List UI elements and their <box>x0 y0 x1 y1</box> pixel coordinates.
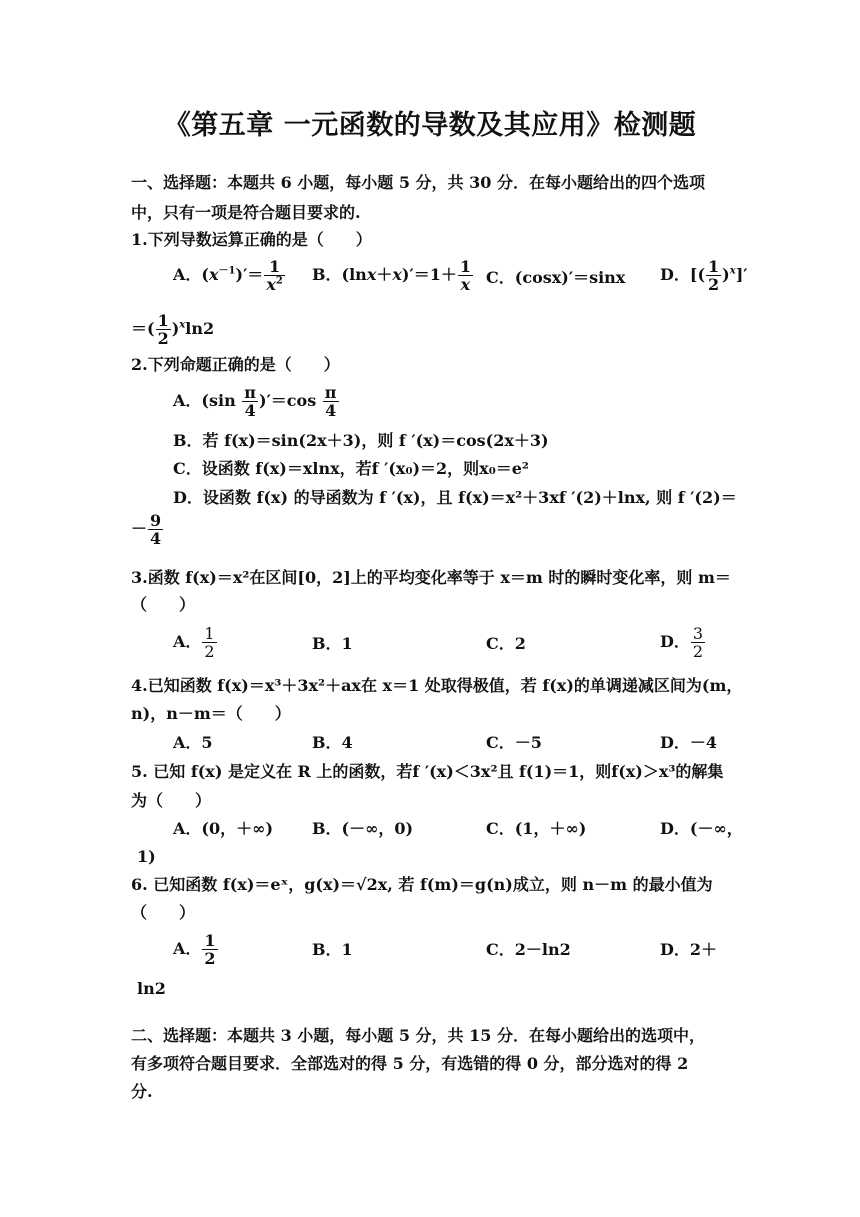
q4-stem-line2: n)，n－m＝（ ） <box>131 704 291 723</box>
q1-option-d-continued: ＝( $\frac{1}{2}$ )$^x$ln2 <box>131 311 215 348</box>
q6-stem-line1: 6. 已知函数 f(x)＝eˣ，g(x)＝√2x, 若 f(m)＝g(n)成立，则 n－m 的最小值为 <box>131 875 713 894</box>
section1-intro-line1: 一、选择题：本题共 6 小题，每小题 5 分，共 30 分．在每小题给出的四个选项 <box>131 173 705 192</box>
section2-intro-line2: 有多项符合题目要求．全部选对的得 5 分，有选错的得 0 分，部分选对的得 2 <box>131 1054 689 1073</box>
q2-option-c: C．设函数 f(x)＝xlnx，若f ′(x₀)＝2，则x₀＝e² <box>173 459 529 478</box>
q1-b-label: B． <box>312 265 342 284</box>
page-title: 《第五章 一元函数的导数及其应用》检测题 <box>163 110 697 141</box>
q2-a-fraction2: $\frac{\pi}{4}$ <box>324 383 337 420</box>
q4-stem-line1: 4.已知函数 f(x)＝x³＋3x²＋ax在 x＝1 处取得极值，若 f(x)的单调递减区间为(m， <box>131 676 743 695</box>
section2-intro-line1: 二、选择题：本题共 3 小题，每小题 5 分，共 15 分．在每小题给出的选项中， <box>131 1026 705 1045</box>
q1-c-text: (cosx)′＝sinx <box>514 268 626 287</box>
q2-option-d-continued: － $\frac{9}{4}$ <box>131 511 162 548</box>
q3-option-b: B．1 <box>312 634 353 653</box>
q1-d-label: D． <box>660 265 690 284</box>
q1-a-fraction: $\frac{1}{x^2}$ <box>266 257 283 294</box>
q1-d-fraction: $\frac{1}{2}$ <box>708 257 720 294</box>
q6-option-c: C．2－ln2 <box>486 940 571 959</box>
q6-option-d-continued: ln2 <box>137 979 166 998</box>
q6-option-b: B．1 <box>312 940 353 959</box>
q6-stem-line2: （ ） <box>131 903 196 922</box>
q5-option-c: C．(1，＋∞) <box>486 819 587 838</box>
q1-option-c <box>486 268 625 288</box>
q1-option-d: D．[( $\frac{1}{2}$ )$^x$]′ <box>660 257 748 294</box>
q3-option-c: C．2 <box>486 634 526 653</box>
q6-a-fraction: $\frac{1}{2}$ <box>204 931 216 968</box>
q5-option-a: A．(0，＋∞) <box>173 819 274 838</box>
q2-option-a: A．(sin $\frac{\pi}{4}$ )′＝cos $\frac{\pi}{4}$ <box>173 383 337 420</box>
q1-stem: 1.下列导数运算正确的是（ ） <box>131 230 372 249</box>
q4-option-d: D．－4 <box>660 733 718 752</box>
q2-option-b: B．若 f(x)＝sin(2x＋3)，则 f ′(x)＝cos(2x＋3) <box>173 431 549 450</box>
q1-a-label: A． <box>173 265 202 284</box>
q2-option-d: D．设函数 f(x) 的导函数为 f ′(x)，且 f(x)＝x²＋3xf ′(2)＋lnx, 则 f ′(2)＝ <box>173 488 737 507</box>
q6-option-d: D．2＋ <box>660 940 718 959</box>
section2-intro-line3: 分. <box>131 1082 153 1101</box>
q3-stem-line2: （ ） <box>131 595 196 614</box>
q3-option-a: A． $\frac{1}{2}$ <box>173 624 215 661</box>
q6-option-a: A． $\frac{1}{2}$ <box>173 931 216 968</box>
q1-d2-fraction: $\frac{1}{2}$ <box>157 311 169 348</box>
section1-intro-line2: 中，只有一项是符合题目要求的. <box>131 203 361 222</box>
q4-option-b: B．4 <box>312 733 353 752</box>
q5-option-d: D．(－∞， <box>660 819 743 838</box>
q2-a-fraction1: $\frac{\pi}{4}$ <box>244 383 256 420</box>
q2-stem: 2.下列命题正确的是（ ） <box>131 355 340 374</box>
q3-d-fraction: $\frac{3}{2}$ <box>692 624 704 661</box>
q3-option-d: D． $\frac{3}{2}$ <box>660 624 704 661</box>
q1-option-b: B．(lnx＋x)′＝1＋ $\frac{1}{x}$ <box>312 257 471 294</box>
q5-option-b: B．(－∞，0) <box>312 819 414 838</box>
q1-option-a: A．$(x^{-1})'=$ $\frac{1}{x^2}$ <box>173 257 283 294</box>
q2-d-fraction: $\frac{9}{4}$ <box>150 511 162 548</box>
q5-stem-line2: 为（ ） <box>131 791 212 810</box>
q4-option-c: C．－5 <box>486 733 542 752</box>
q5-stem-line1: 5. 已知 f(x) 是定义在 R 上的函数，若f ′(x)＜3x²且 f(1)＝1，则f(x)＞x³的解集 <box>131 762 724 781</box>
q3-stem-line1: 3.函数 f(x)＝x²在区间[0，2]上的平均变化率等于 x＝m 时的瞬时变化率，则 m＝ <box>131 568 731 587</box>
q5-option-d-continued: 1) <box>137 847 156 866</box>
q1-b-fraction: $\frac{1}{x}$ <box>459 257 471 294</box>
q3-a-fraction: $\frac{1}{2}$ <box>204 624 215 661</box>
q1-c-label: C． <box>486 268 515 287</box>
q4-option-a: A．5 <box>173 733 213 752</box>
